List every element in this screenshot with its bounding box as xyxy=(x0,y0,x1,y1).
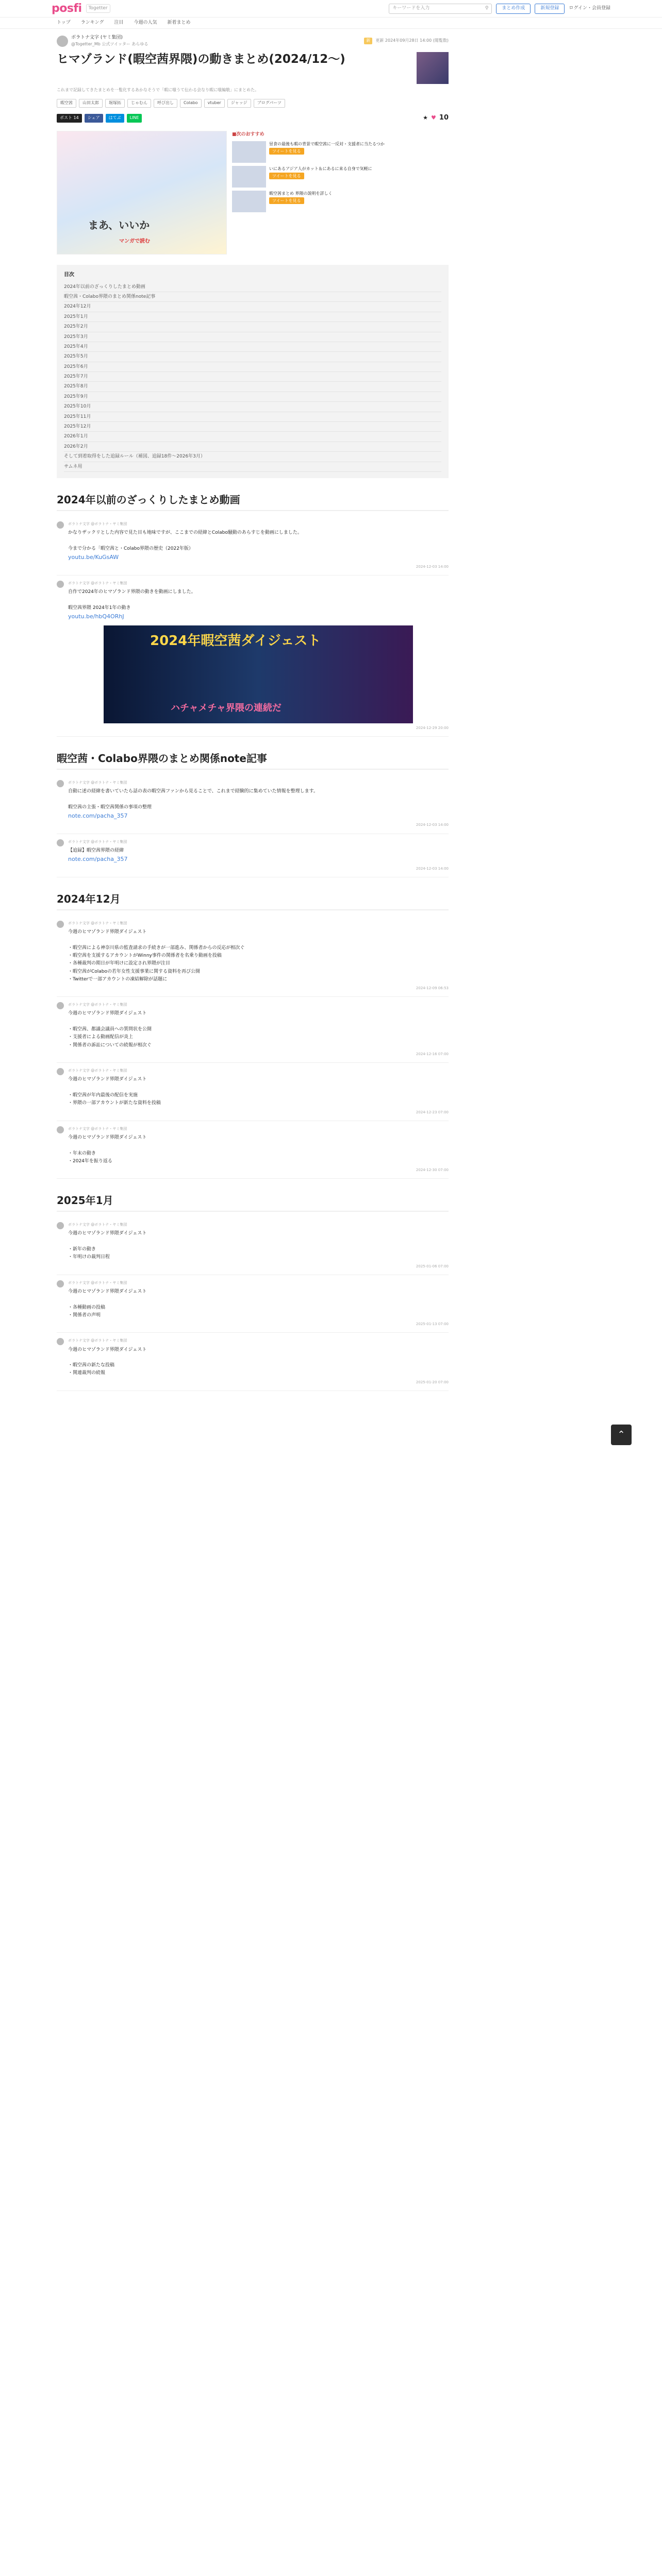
toc-link[interactable]: 2025年9月 xyxy=(64,392,441,402)
recommend-item[interactable] xyxy=(232,166,449,188)
post-item xyxy=(57,1275,449,1333)
toc-link[interactable]: サムネ用 xyxy=(64,462,441,472)
post-body xyxy=(68,1222,449,1269)
toc-link[interactable]: 2025年6月 xyxy=(64,362,441,372)
post-link[interactable]: note.com/pacha_357 xyxy=(68,812,128,819)
toc-link[interactable]: 2025年12月 xyxy=(64,422,441,432)
logo-text: posfi xyxy=(52,2,82,15)
post-author[interactable]: ボラトナ文字 @ボラトナ・ヤミ集団 xyxy=(68,1280,127,1285)
post-body xyxy=(68,1280,449,1328)
recommend-item[interactable] xyxy=(232,191,449,212)
recommend-button[interactable]: ツイートを見る xyxy=(269,148,304,155)
recommend-button[interactable]: ツイートを見る xyxy=(269,173,304,179)
bookmark-icon[interactable]: ★ xyxy=(423,114,428,122)
post-text: かなりザックリとした内容で見た目も地味ですが、ここまでの経緯とColabo騒動のあらすじを動画にしました。 今まで分かる「暇空茜と・Colabo界隈の歴史（2022年版） xyxy=(68,530,302,551)
post-body xyxy=(68,1002,449,1057)
recommend-thumbnail xyxy=(232,191,266,212)
avatar[interactable] xyxy=(57,1002,64,1009)
post-body xyxy=(68,921,449,991)
avatar[interactable] xyxy=(57,780,64,787)
search-placeholder: キーワードを入力 xyxy=(392,6,430,11)
search-icon[interactable]: ⚲ xyxy=(485,6,489,11)
post-text: 今週のヒマゾランド界隈ダイジェスト ・年末の動き ・2024年を振り返る xyxy=(68,1134,147,1164)
post-timestamp[interactable]: 2024-12-03 14:00 xyxy=(416,866,449,871)
recommend-list xyxy=(232,131,449,255)
share-button[interactable]: シェア xyxy=(85,114,103,123)
article-main xyxy=(57,29,449,1391)
section-heading: 2024年12月 xyxy=(57,891,449,910)
toc-link[interactable]: 2024年以前のざっくりしたまとめ動画 xyxy=(64,282,441,292)
avatar[interactable] xyxy=(57,921,64,928)
avatar[interactable] xyxy=(57,36,68,47)
status-badge: 新 xyxy=(364,38,372,44)
post-timestamp[interactable]: 2024-12-09 06:53 xyxy=(416,986,449,991)
post-item xyxy=(57,1121,449,1179)
subnav-item[interactable]: トップ xyxy=(57,20,71,26)
post-item xyxy=(57,516,449,575)
like-icon[interactable]: ♥ xyxy=(431,114,436,122)
post-item xyxy=(57,997,449,1063)
post-timestamp[interactable]: 2024-12-03 14:00 xyxy=(416,823,449,827)
post-author[interactable]: ボラトナ文字 @ボラトナ・ヤミ集団 xyxy=(68,1003,127,1007)
sub-nav xyxy=(0,18,662,29)
post-body xyxy=(68,1338,449,1385)
toc-link[interactable]: 暇空茜・Colabo界隈のまとめ関係note記事 xyxy=(64,292,441,302)
share-button[interactable]: ポスト 14 xyxy=(57,114,82,123)
promo-area xyxy=(57,131,449,255)
signup-button[interactable]: 新規登録 xyxy=(535,4,565,14)
post-timestamp[interactable]: 2024-12-03 14:00 xyxy=(416,564,449,569)
post-text: 【追録】暇空茜界隈の経緯 xyxy=(68,848,124,853)
post-author[interactable]: ボラトナ文字 @ボラトナ・ヤミ集団 xyxy=(68,1223,127,1227)
post-timestamp[interactable]: 2024-12-30 07:00 xyxy=(416,1168,449,1173)
post-text: 自作で2024年のヒマゾランド界隈の動きを動画にしました。 暇空茜界隈 2024年1年の動き xyxy=(68,589,196,611)
toc-link[interactable]: 2025年10月 xyxy=(64,402,441,412)
post-text: 今週のヒマゾランド界隈ダイジェスト ・暇空茜による神奈川県の監査請求の手続きが一部進み、関係者からの反応が相次ぐ ・暇空茜を支援するアカウントがWinny事件の関係者を名乗り動画を投稿 ・各種裁判の期日が年明けに設定され界隈が注目 ・暇空茜がColaboの若年女性支援事業に関する資料を再び公開 ・Twitterで一部アカウントの凍結解除が話題に xyxy=(68,929,245,982)
toc-link[interactable]: 2025年11月 xyxy=(64,412,441,422)
section-heading: 暇空茜・Colabo界隈のまとめ関係note記事 xyxy=(57,750,449,770)
section-heading: 2024年以前のざっくりしたまとめ動画 xyxy=(57,492,449,511)
tag-chip[interactable]: ブログパーツ xyxy=(254,99,285,108)
recommend-button[interactable]: ツイートを見る xyxy=(269,197,304,204)
post-body xyxy=(68,581,449,731)
share-button[interactable]: はてぶ xyxy=(106,114,124,123)
post-body xyxy=(68,1126,449,1174)
search-input[interactable] xyxy=(389,4,492,14)
post-author[interactable]: ボラトナ文字 @ボラトナ・ヤミ集団 xyxy=(68,581,127,585)
post-timestamp[interactable]: 2025-01-13 07:00 xyxy=(416,1322,449,1327)
subnav-item[interactable]: 今週の人気 xyxy=(134,20,157,26)
post-timestamp[interactable]: 2024-12-29 20:00 xyxy=(416,725,449,730)
subnav-item[interactable]: ランキング xyxy=(80,20,104,26)
toc-link[interactable]: 2024年12月 xyxy=(64,302,441,312)
post-link[interactable]: youtu.be/hbQ4ORhJ xyxy=(68,613,124,620)
recommend-thumbnail xyxy=(232,166,266,188)
toc-link[interactable]: 2025年8月 xyxy=(64,382,441,392)
post-text: 今週のヒマゾランド界隈ダイジェスト ・暇空茜の新たな投稿 ・関連裁判の続報 xyxy=(68,1347,147,1376)
post-text: 今週のヒマゾランド界隈ダイジェスト ・暇空茜が年内最後の配信を実施 ・界隈の一部アカウントが新たな資料を投稿 xyxy=(68,1077,161,1106)
post-item xyxy=(57,1063,449,1121)
post-link[interactable]: youtu.be/KuGsAW xyxy=(68,554,119,561)
tagline: Togetter xyxy=(86,4,110,12)
recommend-text: いにあるアジア人がカット＆にあるに来る自身で気軽に xyxy=(269,166,372,171)
toc-link[interactable]: 2026年1月 xyxy=(64,432,441,442)
post-timestamp[interactable]: 2025-01-20 07:00 xyxy=(416,1380,449,1384)
recommend-text-wrap xyxy=(269,141,385,163)
promo-image[interactable] xyxy=(57,131,227,255)
author-name[interactable]: ボラトナ文字 (ヤミ集団) xyxy=(71,35,123,40)
toc-heading: 目次 xyxy=(64,272,74,278)
top-bar xyxy=(0,0,662,18)
recommend-heading: ■次のおすすめ xyxy=(232,131,264,137)
recommend-text: 昼食の最後も暇の背景で暇空茜に一反対・支援者に当たるつか xyxy=(269,141,385,146)
avatar[interactable] xyxy=(57,839,64,846)
toc-link[interactable]: 2025年4月 xyxy=(64,342,441,352)
login-link[interactable]: ログイン・会員登録 xyxy=(569,6,610,11)
avatar[interactable] xyxy=(57,1280,64,1287)
post-author[interactable]: ボラトナ文字 @ボラトナ・ヤミ集団 xyxy=(68,1126,127,1131)
post-body xyxy=(68,1068,449,1115)
tag-chip[interactable]: 堀塚拓 xyxy=(105,99,125,108)
post-item xyxy=(57,916,449,997)
section-heading: 2025年1月 xyxy=(57,1192,449,1212)
post-timestamp[interactable]: 2024-12-23 07:00 xyxy=(416,1110,449,1114)
avatar[interactable] xyxy=(57,1126,64,1133)
post-author[interactable]: ボラトナ文字 @ボラトナ・ヤミ集団 xyxy=(68,522,127,526)
toc-link[interactable]: 2025年2月 xyxy=(64,322,441,332)
tag-list xyxy=(57,99,449,108)
subnav-item[interactable]: 注目 xyxy=(114,20,124,26)
post-author[interactable]: ボラトナ文字 @ボラトナ・ヤミ集団 xyxy=(68,1069,127,1073)
tag-chip[interactable]: Colabo xyxy=(180,99,202,108)
tag-chip[interactable]: 暇空茜 xyxy=(57,99,76,108)
share-row xyxy=(57,113,449,124)
scroll-top-button[interactable] xyxy=(611,1425,632,1445)
author-row xyxy=(57,34,449,48)
share-button[interactable]: LINE xyxy=(127,114,142,123)
avatar[interactable] xyxy=(57,1222,64,1229)
page-title: ヒマゾランド(暇空茜界隈)の動きまとめ(2024/12〜) xyxy=(57,53,345,66)
post-text: 今週のヒマゾランド界隈ダイジェスト ・暇空茜、都議会議員への質問状を公開 ・支援者による動画配信が炎上 ・関係者の訴訟についての続報が相次ぐ xyxy=(68,1011,152,1048)
avatar[interactable] xyxy=(57,521,64,529)
recommend-text: 暇空茜まとめ 界隈の説明を詳しく xyxy=(269,191,333,196)
post-link[interactable]: note.com/pacha_357 xyxy=(68,856,128,863)
avatar[interactable] xyxy=(57,1338,64,1345)
recommend-text-wrap xyxy=(269,166,372,188)
post-body xyxy=(68,839,449,872)
avatar[interactable] xyxy=(57,1068,64,1075)
tag-chip[interactable]: 山田太郎 xyxy=(79,99,103,108)
toc-link[interactable]: 2025年5月 xyxy=(64,352,441,362)
avatar[interactable] xyxy=(57,581,64,588)
post-timestamp[interactable]: 2024-12-16 07:00 xyxy=(416,1052,449,1056)
tag-chip[interactable]: vtuber xyxy=(204,99,225,108)
article-thumbnail xyxy=(417,52,449,84)
recommend-thumbnail xyxy=(232,141,266,163)
toc-link[interactable]: 2025年7月 xyxy=(64,372,441,382)
promo-label: まあ、いいか xyxy=(88,218,150,231)
table-of-contents xyxy=(57,265,449,478)
post-image[interactable] xyxy=(104,625,413,723)
like-count: 10 xyxy=(439,113,449,122)
recommend-text-wrap xyxy=(269,191,333,212)
author-handle: @Togetter_Mb 公式ツイッター あらゆる xyxy=(71,42,148,47)
date-info: 更新 2024年09月28日 14:00 (閲覧数) xyxy=(375,38,449,43)
tag-chip[interactable]: 呼び出し xyxy=(154,99,177,108)
arrow-up-icon: ⌃ xyxy=(617,1429,625,1440)
recommend-item[interactable] xyxy=(232,141,449,163)
toc-link[interactable]: そして到着取得をした追録ルール（補図、追録18件〜2026年3月） xyxy=(64,452,441,462)
post-item xyxy=(57,1217,449,1275)
post-item xyxy=(57,1333,449,1391)
toc-link[interactable]: 2026年2月 xyxy=(64,442,441,452)
site-logo[interactable] xyxy=(52,0,82,18)
post-body xyxy=(68,780,449,828)
create-button[interactable]: まとめ作成 xyxy=(496,4,531,14)
toc-link[interactable]: 2025年1月 xyxy=(64,312,441,322)
post-text: 今週のヒマゾランド界隈ダイジェスト ・新年の動き ・年明けの裁判日程 xyxy=(68,1231,147,1260)
tag-chip[interactable]: ジャッジ xyxy=(227,99,251,108)
post-item xyxy=(57,575,449,737)
post-item xyxy=(57,834,449,877)
toc-link[interactable]: 2025年3月 xyxy=(64,332,441,342)
post-text: 今週のヒマゾランド界隈ダイジェスト ・各種動画の投稿 ・関係者の声明 xyxy=(68,1289,147,1318)
post-item xyxy=(57,775,449,834)
banner-subtitle: ハチャメチャ界隈の連続だ xyxy=(171,702,282,714)
subnav-item[interactable]: 新着まとめ xyxy=(167,20,191,26)
post-author[interactable]: ボラトナ文字 @ボラトナ・ヤミ集団 xyxy=(68,780,127,785)
post-text: 自動に述の経緯を書いていたら話の表の暇空茜ファンから見ることで、これまで経験的に集めていた情報を整理します。 暇空茜の主張・暇空茜関係の事項の整理 xyxy=(68,788,318,810)
post-author[interactable]: ボラトナ文字 @ボラトナ・ヤミ集団 xyxy=(68,921,127,925)
article-description: これまで記録してきたまとめを一覧化するあかなそうで「暇に嗤うて伝わる会なり暇に嗤編敬」にまとめた。 xyxy=(57,88,259,93)
promo-sub: マンガで読む xyxy=(119,238,150,244)
post-body xyxy=(68,521,449,570)
post-author[interactable]: ボラトナ文字 @ボラトナ・ヤミ集団 xyxy=(68,1338,127,1343)
banner-title: 2024年暇空茜ダイジェスト xyxy=(150,633,321,649)
post-author[interactable]: ボラトナ文字 @ボラトナ・ヤミ集団 xyxy=(68,839,127,844)
tag-chip[interactable]: じゃむん xyxy=(127,99,151,108)
post-timestamp[interactable]: 2025-01-06 07:00 xyxy=(416,1264,449,1268)
